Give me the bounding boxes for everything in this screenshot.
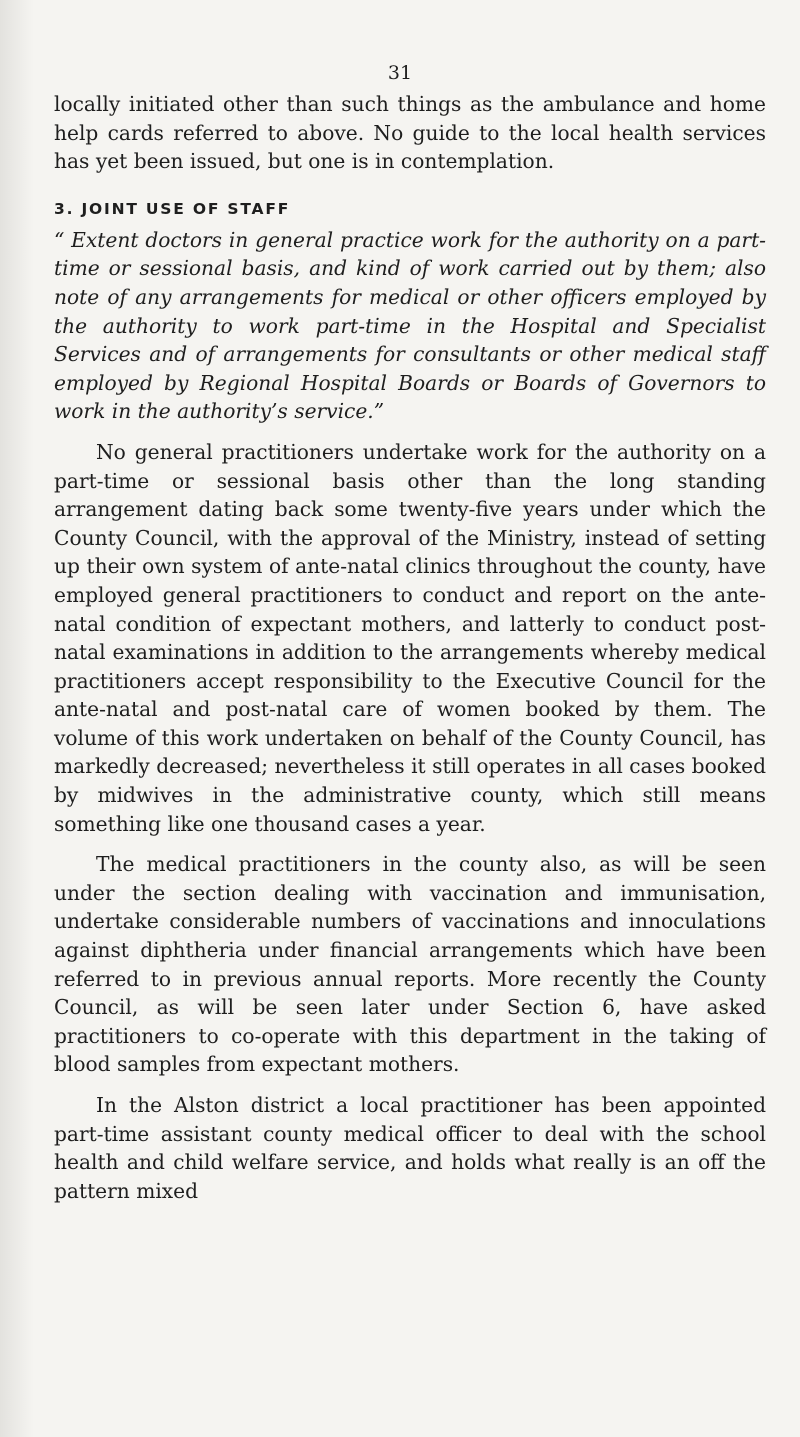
body-paragraph-3: In the Alston district a local practitioner has been appointed part-time assistant county medical officer to deal with the school health and child welfare service, and holds what really is an off the pattern mixed — [54, 1093, 766, 1203]
page-edge-shadow — [0, 0, 34, 1437]
intro-paragraph: locally initiated other than such things as the ambulance and home help cards referred to above. No guide to the local health services has yet been issued, but one is in contemplation. — [54, 92, 766, 174]
section-quote: “ Extent doctors in general practice work for the authority on a part-time or sessional basis, and kind of work carried out by them; also note of any arrangements for medical or other officers employed by the authority to work part-time in the Hospital and Specialist Services and of arrangements for consultants or other medical staff employed by Regional Hospital Boards or Boards of Governors to work in the authority’s service.” — [54, 227, 766, 424]
page-content — [54, 90, 766, 1205]
body-paragraph-1: No general practitioners undertake work for the authority on a part-time or sessional basis other than the long standing arrangement dating back some twenty-five years under which the County Council, with the approval of the Ministry, instead of setting up their own system of ante-natal clinics throughout the county, have employed general practitioners to conduct and report on the ante-natal condition of expectant mothers, and latterly to conduct post-natal examinations in addition to the arrangements whereby medical practitioners accept responsibility to the Executive Council for the ante-natal and post-natal care of women booked by them. The volume of this work undertaken on behalf of the County Council, has markedly decreased; nevertheless it still operates in all cases booked by midwives in the administrative county, which still means something like one thousand cases a year. — [54, 439, 766, 836]
section-heading: 3. JOINT USE OF STAFF — [54, 199, 291, 218]
page-number: 31 — [387, 62, 413, 84]
body-paragraph-2: The medical practitioners in the county also, as will be seen under the section dealing with vaccination and immunisation, undertake considerable numbers of vaccinations and innoculations against diphtheria under financial arrangements which have been referred to in previous annual reports. More recently the County Council, as will be seen later under Section 6, have asked practitioners to co-operate with this department in the taking of blood samples from expectant mothers. — [54, 852, 766, 1077]
